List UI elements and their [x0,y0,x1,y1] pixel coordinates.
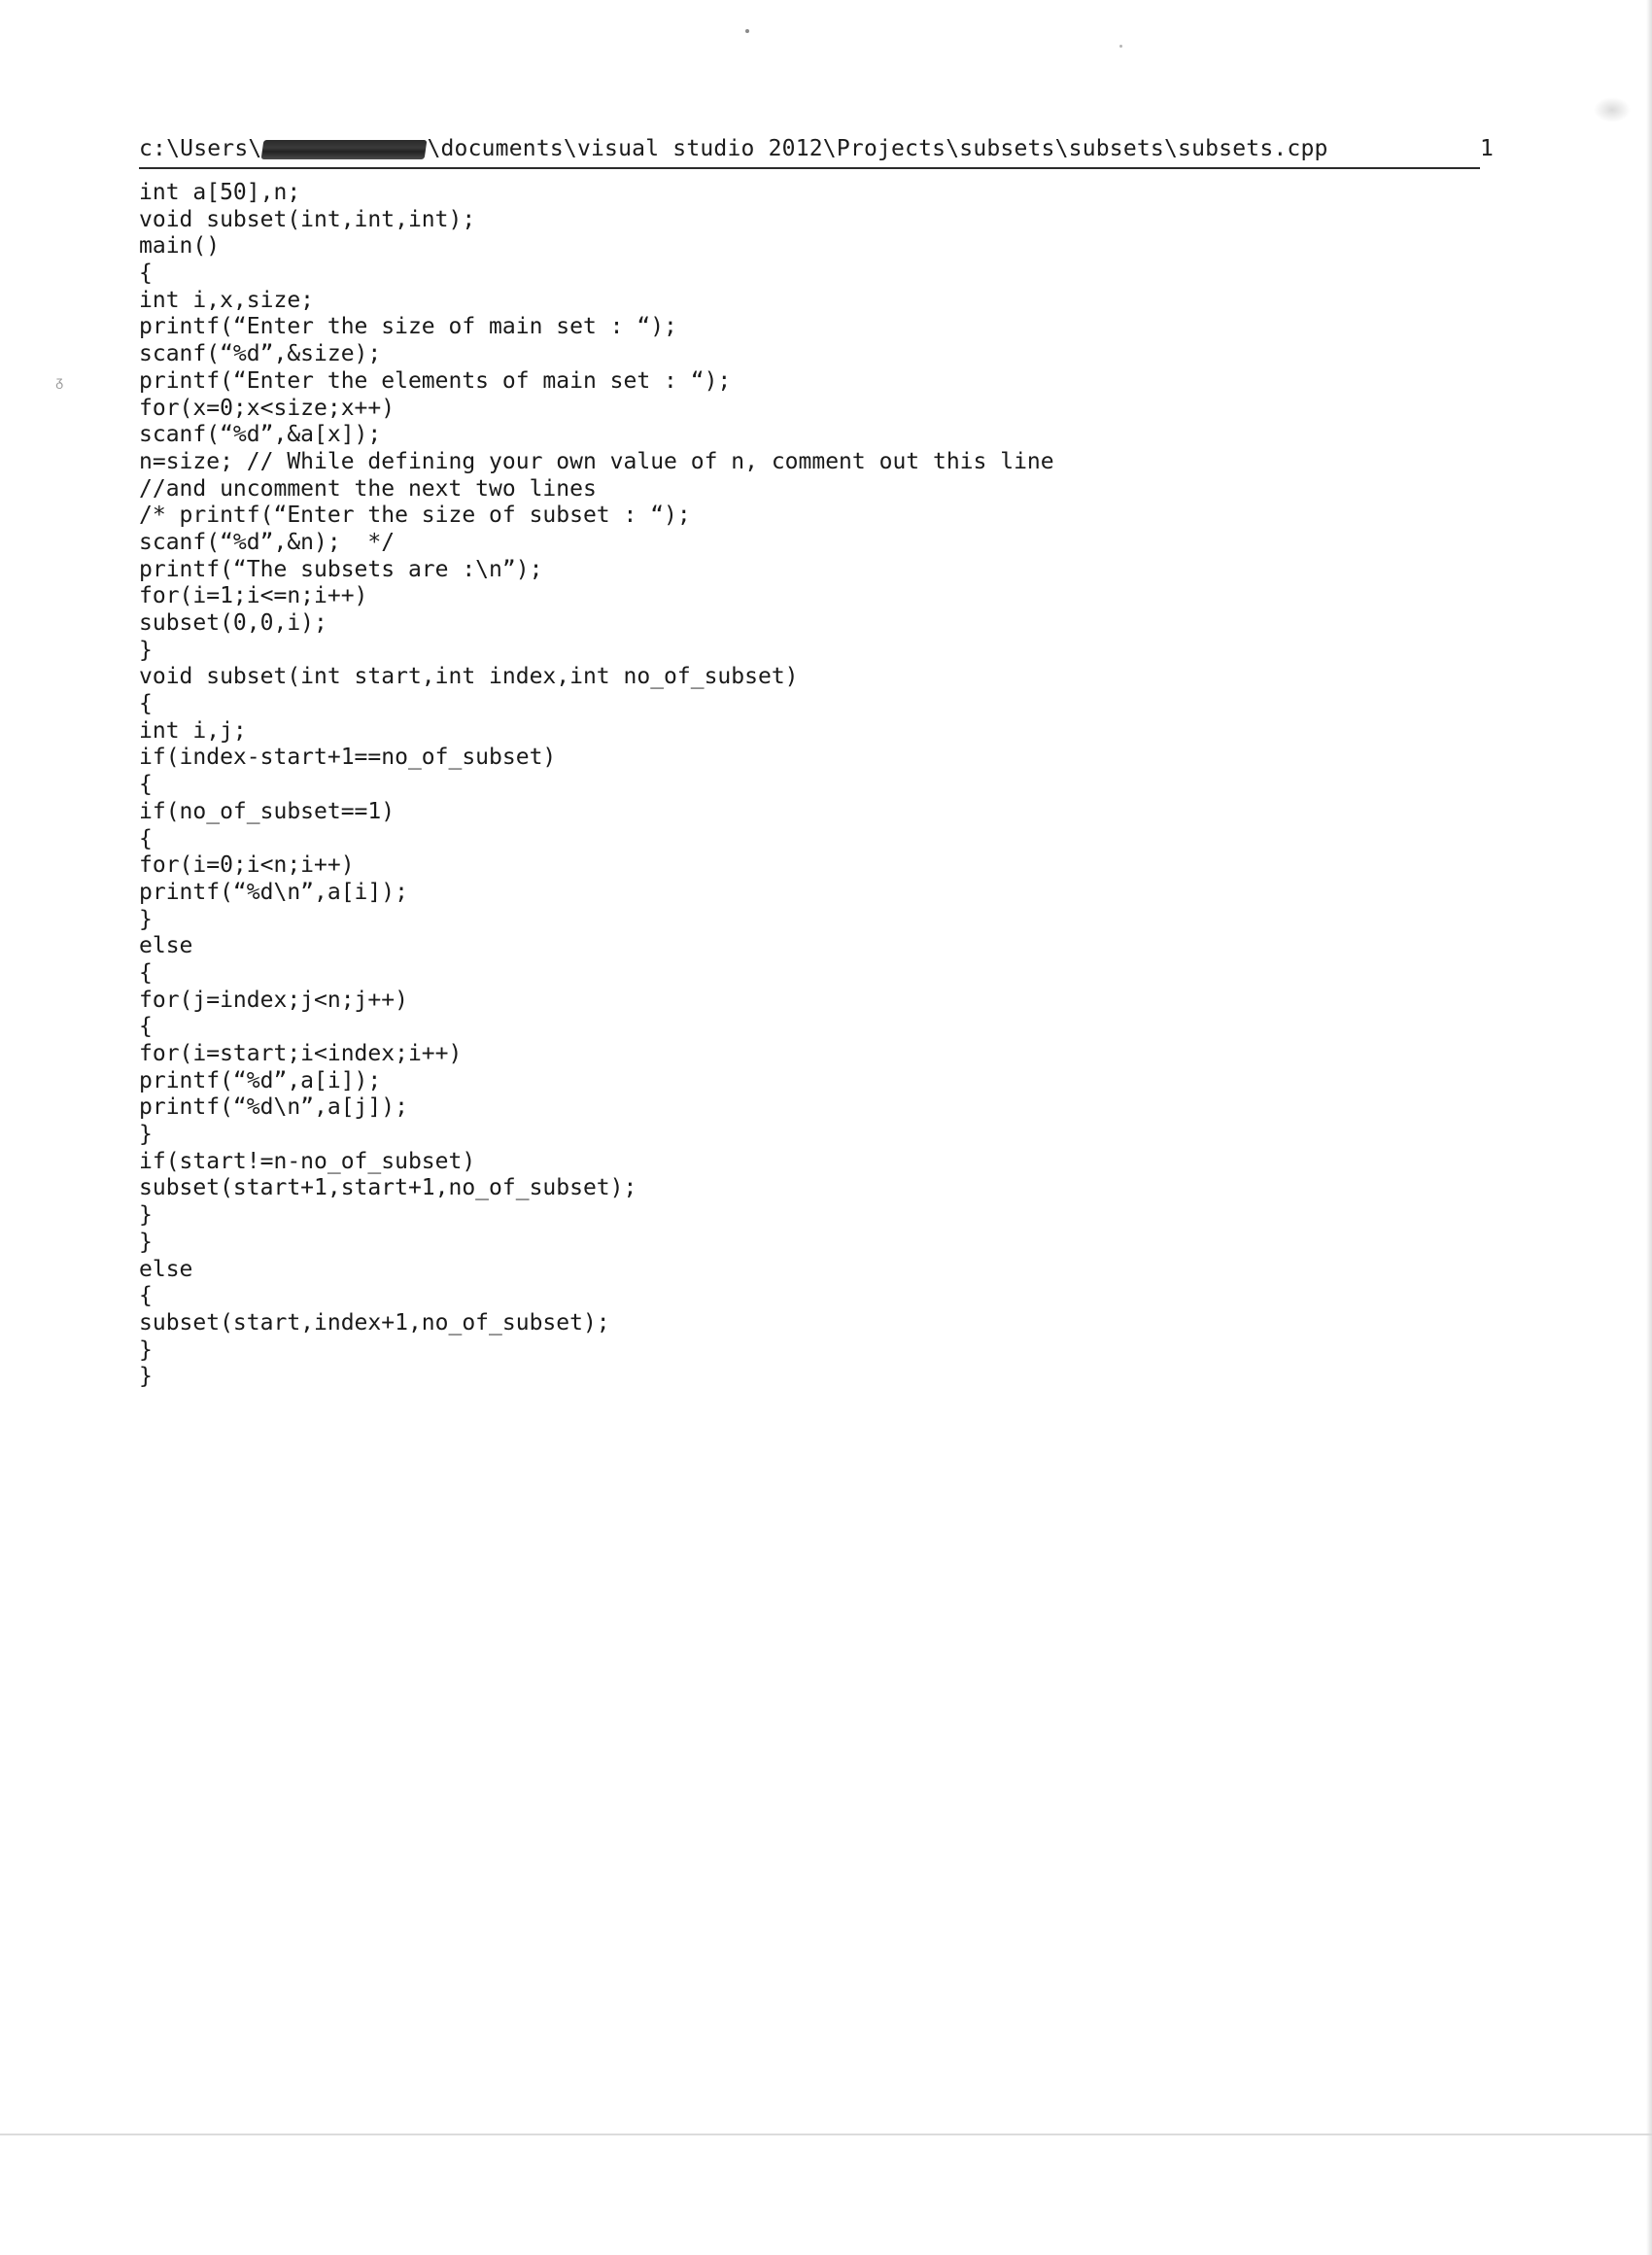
code-line: scanf(“%d”,&size); [139,341,382,367]
code-line: if(start!=n-no_of_subset) [139,1148,476,1174]
code-line: } [139,1122,153,1148]
file-path-prefix: c:\Users\ [139,136,262,161]
code-line: { [139,260,153,287]
code-line: } [139,1364,153,1390]
scan-speck [745,29,749,33]
code-line: } [139,906,153,932]
page-number: 1 [1480,136,1494,161]
code-line: { [139,959,153,986]
source-code-listing [139,180,1054,1391]
code-line: if(index-start+1==no_of_subset) [139,745,557,771]
code-line: { [139,691,153,717]
code-line: printf(“Enter the elements of main set : “); [139,367,732,394]
code-line: n=size; // While defining your own value of n, comment out this line [139,448,1054,474]
code-line: } [139,1229,153,1255]
code-line: } [139,1202,153,1229]
code-line: else [139,1256,193,1282]
code-line: { [139,825,153,851]
code-line: subset(0,0,i); [139,610,327,636]
code-line: subset(start,index+1,no_of_subset); [139,1309,610,1336]
code-line: main() [139,233,221,260]
code-line: printf(“Enter the size of main set : “); [139,314,677,340]
code-line: scanf(“%d”,&n); */ [139,529,396,555]
code-line: for(x=0;x<size;x++) [139,395,396,421]
code-line: { [139,1283,153,1309]
code-line: printf(“%d\n”,a[j]); [139,1094,408,1121]
scan-edge-line [0,2134,1652,2135]
code-line: int i,j; [139,717,247,744]
code-line: void subset(int,int,int); [139,206,476,232]
code-line: printf(“The subsets are :\n”); [139,556,543,582]
code-line: scanf(“%d”,&a[x]); [139,422,382,448]
header-underline [139,167,1480,169]
margin-mark: ᵹ [55,374,64,390]
scan-speck [1119,45,1122,48]
code-line: { [139,772,153,798]
code-line: //and uncomment the next two lines [139,475,597,502]
file-path [139,136,1328,161]
code-line: } [139,637,153,663]
code-line: else [139,933,193,959]
scan-smudge [1594,97,1631,122]
file-path-header [139,134,1480,169]
code-line: if(no_of_subset==1) [139,798,396,824]
code-line: void subset(int start,int index,int no_of_subset) [139,664,799,690]
scan-edge-shadow [1646,0,1652,2255]
code-line: int i,x,size; [139,287,315,313]
code-line: for(j=index;j<n;j++) [139,987,408,1013]
code-line: printf(“%d\n”,a[i]); [139,879,408,905]
code-line: for(i=0;i<n;i++) [139,852,355,879]
code-line: { [139,1014,153,1040]
code-line: for(i=1;i<=n;i++) [139,583,368,609]
code-line: for(i=start;i<index;i++) [139,1041,463,1066]
redacted-username [261,140,428,159]
code-line: int a[50],n; [139,180,301,205]
file-path-suffix: \documents\visual studio 2012\Projects\subsets\subsets\subsets.cpp [427,136,1328,161]
code-line: printf(“%d”,a[i]); [139,1067,382,1093]
code-line: subset(start+1,start+1,no_of_subset); [139,1175,637,1201]
code-line: } [139,1336,153,1363]
code-line: /* printf(“Enter the size of subset : “); [139,503,691,529]
